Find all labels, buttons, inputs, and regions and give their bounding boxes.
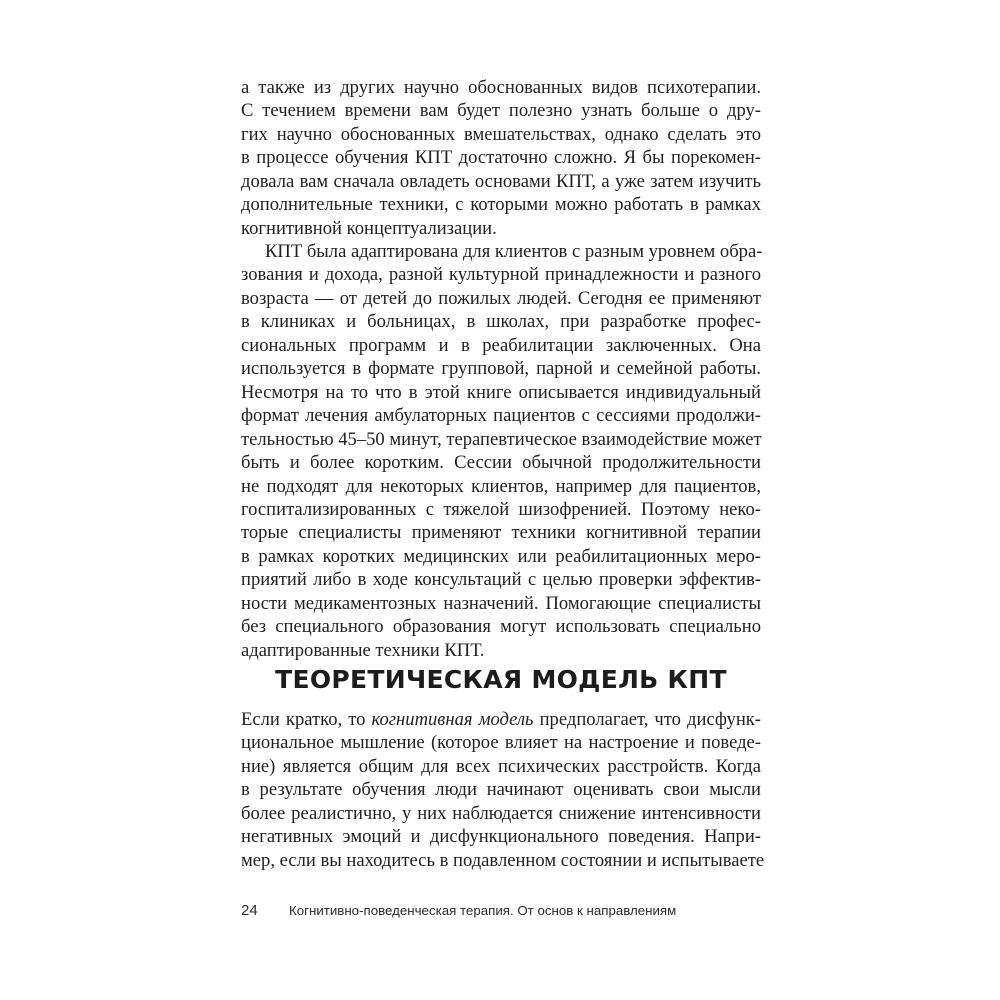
text-line: возраста — от детей до пожилых людей. Сегодня ее применяют xyxy=(241,287,761,309)
text-line: зования и дохода, разной культурной принадлежности и разного xyxy=(241,264,761,286)
paragraph-cbt-adaptation xyxy=(241,240,761,662)
text-line: адаптированные техники КПТ. xyxy=(241,639,485,661)
text-line: дополнительные техники, с которыми можно работать в рамках xyxy=(241,194,761,216)
text-line: гих научно обоснованных вмешательствах, однако сделать это xyxy=(241,123,761,145)
text-line: формат лечения амбулаторных пациентов с сессиями продолжи- xyxy=(241,405,761,427)
text-line: ние) является общим для всех психических расстройств. Когда xyxy=(241,755,761,777)
text-line: когнитивной концептуализации. xyxy=(241,217,497,239)
text-line: в рамках коротких медицинских или реабилитационных меро- xyxy=(241,545,761,567)
text-line: приятий либо в ходе консультаций с целью проверки эффектив- xyxy=(241,569,761,591)
paragraph-continuation xyxy=(241,76,761,240)
text-line: не подходят для некоторых клиентов, например для пациентов, xyxy=(241,475,761,497)
emphasized-term: когнитивная модель xyxy=(371,709,534,730)
text-line: ности медикаментозных назначений. Помогающие специалисты xyxy=(241,592,761,614)
text-line: используется в формате групповой, парной и семейной работы. xyxy=(241,358,761,380)
page-number: 24 xyxy=(241,902,258,919)
text-line: госпитализированных с тяжелой шизофренией. Поэтому неко- xyxy=(241,498,761,520)
text-line: циональное мышление (которое влияет на настроение и поведе- xyxy=(241,732,761,754)
text-line-with-emphasis xyxy=(241,708,761,731)
text-line: негативных эмоций и дисфункционального поведения. Напри- xyxy=(241,826,761,848)
text-line: более реалистично, у них наблюдается снижение интенсивности xyxy=(241,802,761,824)
text-line: тельностью 45–50 минут, терапевтическое взаимодействие может xyxy=(241,428,762,450)
text-line: быть и более коротким. Сессии обычной продолжительности xyxy=(241,452,761,474)
text-line: а также из других научно обоснованных видов психотерапии. xyxy=(241,77,761,98)
text-run: предполагает, что дисфунк- xyxy=(533,709,761,730)
text-line: без специального образования могут использовать специально xyxy=(241,616,761,638)
text-line: довала вам сначала овладеть основами КПТ, а уже затем изучить xyxy=(241,170,761,192)
text-line: торые специалисты применяют техники когнитивной терапии xyxy=(241,522,761,544)
paragraph-cognitive-model xyxy=(241,708,765,872)
running-title: Когнитивно-поведенческая терапия. От основ к направлениям xyxy=(289,903,677,918)
text-line: Несмотря на то что в этой книге описывается индивидуальный xyxy=(241,381,761,403)
text-line: С течением времени вам будет полезно узнать больше о дру- xyxy=(241,100,761,122)
text-line: КПТ была адаптирована для клиентов с разным уровнем обра- xyxy=(265,241,763,262)
text-run: Если кратко, то xyxy=(241,709,372,730)
text-line: в процессе обучения КПТ достаточно сложно. Я бы порекомен- xyxy=(241,147,761,169)
section-heading: ТЕОРЕТИЧЕСКАЯ МОДЕЛЬ КПТ xyxy=(275,665,727,694)
text-line: мер, если вы находитесь в подавленном состоянии и испытываете xyxy=(241,849,765,871)
text-line: сиональных программ и в реабилитации заключенных. Она xyxy=(241,334,761,356)
text-line: в результате обучения люди начинают оценивать свои мысли xyxy=(241,779,761,801)
text-line: в клиниках и больницах, в школах, при разработке профес- xyxy=(241,311,761,333)
